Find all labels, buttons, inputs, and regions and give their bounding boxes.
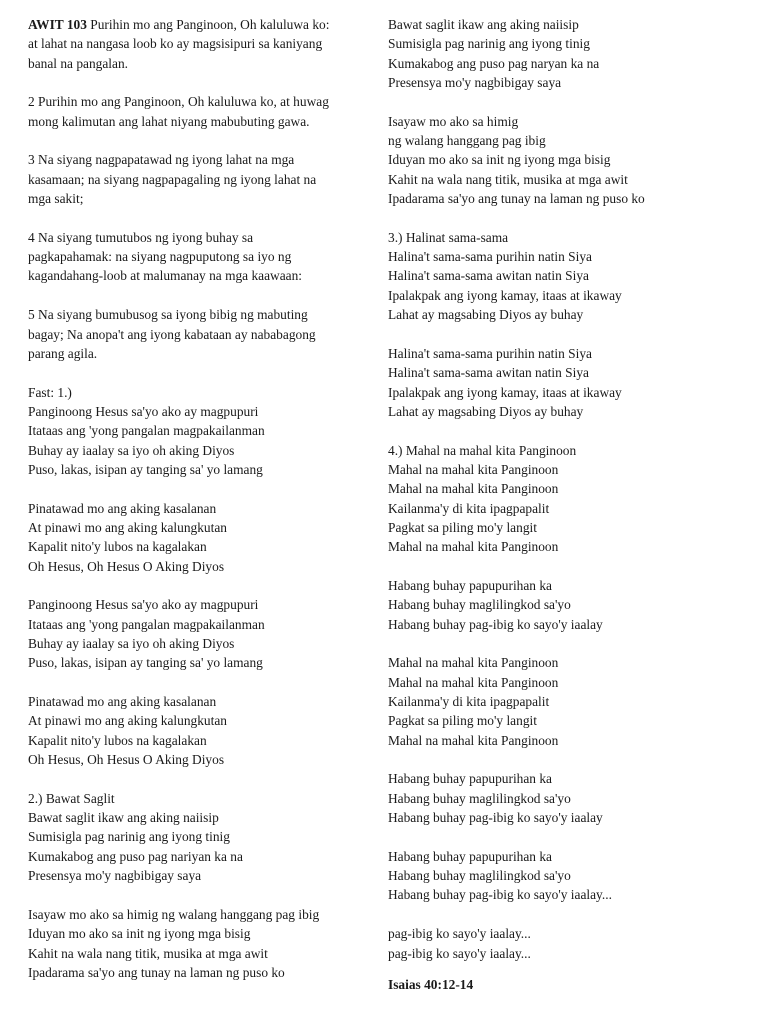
lyric-line: Mahal na mahal kita Panginoon <box>388 539 559 555</box>
lyric-line: Fast: 1.) <box>28 384 72 400</box>
lyric-line: Habang buhay papupurihan ka <box>388 848 552 864</box>
lyric-stanza <box>388 15 748 92</box>
verse <box>28 92 373 131</box>
lyric-line: Lahat ay magsabing Diyos ay buhay <box>388 307 584 323</box>
lyric-stanza <box>388 576 748 634</box>
right-column <box>388 15 748 994</box>
lyric-line: Ipalakpak ang iyong kamay, itaas at ikaway <box>388 287 622 303</box>
lyric-line: Isayaw mo ako sa himig <box>388 113 519 129</box>
right-songs-section <box>388 15 748 963</box>
lyric-line: Sumisigla pag narinig ang iyong tinig <box>388 36 590 52</box>
lyric-stanza <box>28 595 373 672</box>
left-songs-section <box>28 383 373 983</box>
lyric-line: Iduyan mo ako sa init ng iyong mga bisig <box>28 926 251 942</box>
lyric-stanza <box>388 769 748 827</box>
lyric-line: Habang buhay maglilingkod sa'yo <box>388 790 571 806</box>
lyric-line: At pinawi mo ang aking kalungkutan <box>28 519 227 535</box>
awit-intro-line: at lahat na nangasa loob ko ay magsisipuri sa kaniyang <box>28 36 323 52</box>
lyric-line: Kahit na wala nang titik, musika at mga awit <box>28 945 268 961</box>
lyric-stanza <box>28 383 373 480</box>
verses-section <box>28 92 373 382</box>
lyric-line: Habang buhay maglilingkod sa'yo <box>388 597 571 613</box>
lyric-stanza <box>28 905 373 982</box>
scripture-reference: Isaias 40:12-14 <box>388 976 474 992</box>
lyric-line: Mahal na mahal kita Panginoon <box>388 655 559 671</box>
lyric-stanza <box>28 692 373 769</box>
verse-line: 5 Na siyang bumubusog sa iyong bibig ng mabuting <box>28 307 308 323</box>
lyric-line: Pinatawad mo ang aking kasalanan <box>28 694 217 710</box>
lyric-line: Habang buhay pag-ibig ko sayo'y iaalay... <box>388 887 612 903</box>
lyric-line: Presensya mo'y nagbibigay saya <box>388 75 562 91</box>
lyric-line: Pinatawad mo ang aking kasalanan <box>28 500 217 516</box>
lyric-line: Mahal na mahal kita Panginoon <box>388 732 559 748</box>
lyric-stanza <box>388 441 748 557</box>
verse-line: 3 Na siyang nagpapatawad ng iyong lahat na mga <box>28 152 295 168</box>
lyric-line: pag-ibig ko sayo'y iaalay... <box>388 926 531 942</box>
lyric-line: Habang buhay papupurihan ka <box>388 771 552 787</box>
awit-intro-text: Purihin mo ang Panginoon, Oh kaluluwa ko: <box>90 17 330 32</box>
lyric-stanza <box>388 653 748 750</box>
lyric-line: At pinawi mo ang aking kalungkutan <box>28 713 227 729</box>
lyric-line: Puso, lakas, isipan ay tanging sa' yo lamang <box>28 655 263 671</box>
lyric-line: Habang buhay maglilingkod sa'yo <box>388 868 571 884</box>
lyric-line: Kumakabog ang puso pag naryan ka na <box>388 55 600 71</box>
lyric-line: Iduyan mo ako sa init ng iyong mga bisig <box>388 152 611 168</box>
lyric-line: Itataas ang 'yong pangalan magpakailanman <box>28 616 265 632</box>
lyric-line: Halina't sama-sama purihin natin Siya <box>388 345 592 361</box>
lyric-line: Ipalakpak ang iyong kamay, itaas at ikaway <box>388 384 622 400</box>
lyric-line: Oh Hesus, Oh Hesus O Aking Diyos <box>28 558 225 574</box>
lyric-line: Panginoong Hesus sa'yo ako ay magpupuri <box>28 597 259 613</box>
lyric-line: Isayaw mo ako sa himig ng walang hanggang pag ibig <box>28 906 320 922</box>
lyric-stanza <box>28 499 373 576</box>
lyric-line: Sumisigla pag narinig ang iyong tinig <box>28 829 230 845</box>
verse-line: mong kalimutan ang lahat niyang mabubuting gawa. <box>28 113 310 129</box>
lyric-line: Habang buhay papupurihan ka <box>388 577 552 593</box>
verse <box>28 305 373 363</box>
lyric-line: Bawat saglit ikaw ang aking naiisip <box>388 17 579 32</box>
verse-line: mga sakit; <box>28 191 84 207</box>
lyric-line: pag-ibig ko sayo'y iaalay... <box>388 945 531 961</box>
lyric-stanza <box>388 228 748 325</box>
lyric-line: Halina't sama-sama purihin natin Siya <box>388 249 592 265</box>
lyric-line: Mahal na mahal kita Panginoon <box>388 674 559 690</box>
verse-line: kasamaan; na siyang nagpapagaling ng iyong lahat na <box>28 171 317 187</box>
lyric-line: Panginoong Hesus sa'yo ako ay magpupuri <box>28 403 259 419</box>
awit-intro-line: banal na pangalan. <box>28 55 129 71</box>
lyric-line: Kapalit nito'y lubos na kagalakan <box>28 539 207 555</box>
lyric-line: Lahat ay magsabing Diyos ay buhay <box>388 403 584 419</box>
lyric-line: Oh Hesus, Oh Hesus O Aking Diyos <box>28 752 225 768</box>
lyric-stanza <box>388 344 748 421</box>
lyric-line: 4.) Mahal na mahal kita Panginoon <box>388 442 577 458</box>
lyric-line: Itataas ang 'yong pangalan magpakailanman <box>28 423 265 439</box>
awit-heading: AWIT 103 <box>28 17 87 32</box>
lyric-stanza <box>388 847 748 905</box>
lyric-line: Bawat saglit ikaw ang aking naiisip <box>28 810 219 826</box>
lyric-line: Habang buhay pag-ibig ko sayo'y iaalay <box>388 616 603 632</box>
lyric-line: Pagkat sa piling mo'y langit <box>388 713 537 729</box>
verse-line: 2 Purihin mo ang Panginoon, Oh kaluluwa ko, at huwag <box>28 94 329 110</box>
verse-line: kagandahang-loob at malumanay na mga kaawaan: <box>28 268 303 284</box>
verse <box>28 228 373 286</box>
lyric-line: 2.) Bawat Saglit <box>28 790 115 806</box>
verse <box>28 150 373 208</box>
lyric-line: Kailanma'y di kita ipagpapalit <box>388 500 550 516</box>
lyric-stanza <box>28 789 373 886</box>
lyric-line: ng walang hanggang pag ibig <box>388 133 546 149</box>
verse-line: pagkapahamak: na siyang nagpuputong sa iyo ng <box>28 249 292 265</box>
lyric-line: Mahal na mahal kita Panginoon <box>388 481 559 497</box>
lyric-stanza <box>388 924 748 963</box>
lyric-line: Kumakabog ang puso pag nariyan ka na <box>28 848 243 864</box>
lyric-line: Presensya mo'y nagbibigay saya <box>28 868 202 884</box>
lyric-line: Ipadarama sa'yo ang tunay na laman ng puso ko <box>388 191 645 207</box>
lyric-line: Mahal na mahal kita Panginoon <box>388 461 559 477</box>
lyric-line: Buhay ay iaalay sa iyo oh aking Diyos <box>28 442 235 458</box>
lyric-line: Halina't sama-sama awitan natin Siya <box>388 365 589 381</box>
lyric-line: Kapalit nito'y lubos na kagalakan <box>28 732 207 748</box>
lyric-line: Pagkat sa piling mo'y langit <box>388 519 537 535</box>
lyric-line: Kailanma'y di kita ipagpapalit <box>388 694 550 710</box>
lyric-line: Kahit na wala nang titik, musika at mga awit <box>388 171 628 187</box>
lyric-line: 3.) Halinat sama-sama <box>388 229 509 245</box>
lyric-line: Buhay ay iaalay sa iyo oh aking Diyos <box>28 636 235 651</box>
verse-line: parang agila. <box>28 345 98 361</box>
lyric-line: Puso, lakas, isipan ay tanging sa' yo lamang <box>28 461 263 477</box>
lyric-line: Habang buhay pag-ibig ko sayo'y iaalay <box>388 810 603 826</box>
lyric-line: Ipadarama sa'yo ang tunay na laman ng puso ko <box>28 964 285 980</box>
verse-line: 4 Na siyang tumutubos ng iyong buhay sa <box>28 229 254 245</box>
lyric-stanza <box>388 112 748 209</box>
awit-intro-line <box>28 15 373 34</box>
verse-line: bagay; Na anopa't ang iyong kabataan ay nababagong <box>28 326 316 342</box>
left-column <box>28 15 373 982</box>
lyric-line: Halina't sama-sama awitan natin Siya <box>388 268 589 284</box>
